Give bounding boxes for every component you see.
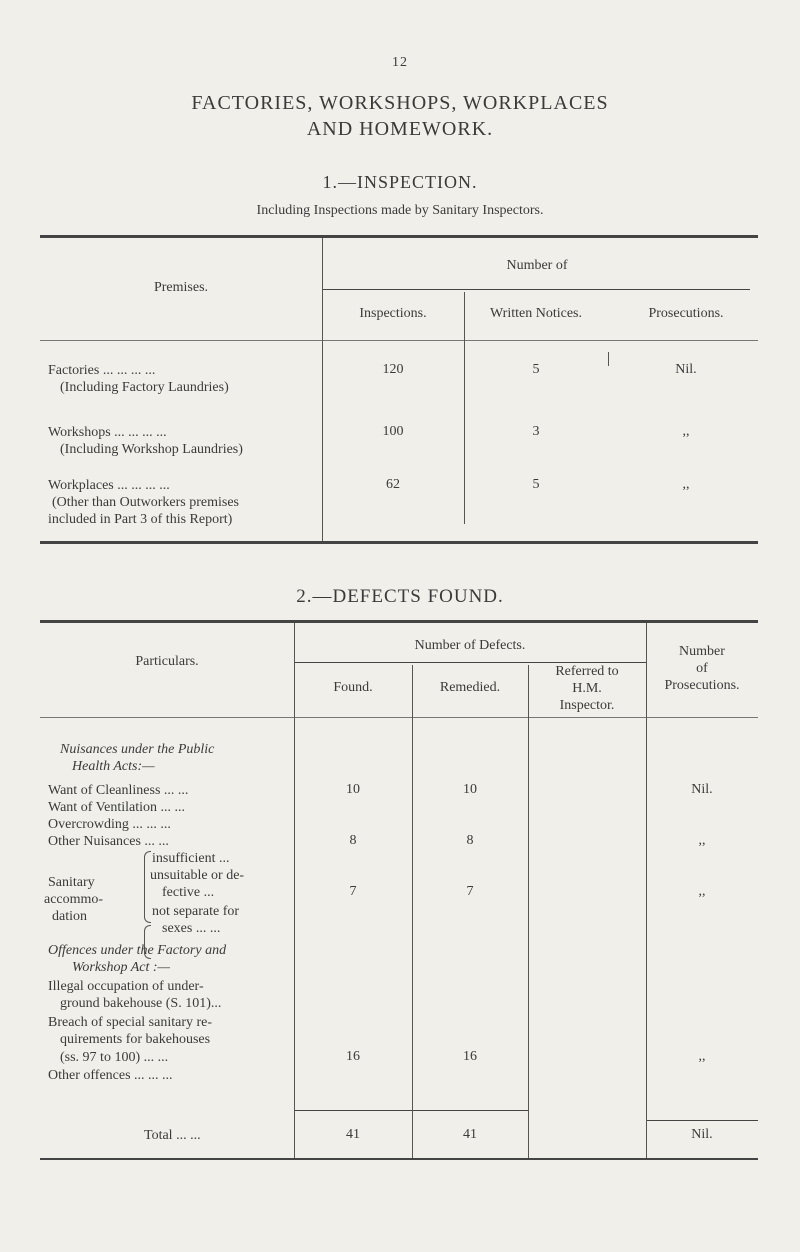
prosecutions-value: ,, bbox=[682, 424, 690, 439]
total-found: 41 bbox=[346, 1127, 360, 1142]
header-number-of-defects: Number of Defects. bbox=[414, 638, 526, 653]
defects-heading: 2.—DEFECTS FOUND. bbox=[296, 586, 504, 607]
notices-value: 5 bbox=[532, 362, 540, 377]
table-bottom-rule bbox=[40, 1158, 758, 1160]
header-prosecutions-line-1: Number bbox=[679, 644, 725, 659]
section-heading: Offences under the Factory and bbox=[48, 943, 227, 958]
total-remedied: 41 bbox=[463, 1127, 477, 1142]
row-label: Other offences ... ... ... bbox=[48, 1068, 173, 1083]
bracket bbox=[144, 851, 151, 923]
prosecutions-value: ,, bbox=[698, 1049, 706, 1064]
header-written-notices: Written Notices. bbox=[490, 306, 582, 321]
row-label-detail: included in Part 3 of this Report) bbox=[48, 512, 233, 527]
sanitary-item: fective ... bbox=[162, 885, 215, 900]
section-heading: Health Acts:— bbox=[72, 759, 155, 774]
column-divider bbox=[528, 665, 529, 1158]
total-rule bbox=[294, 1110, 528, 1111]
row-label-detail: (Including Factory Laundries) bbox=[60, 380, 229, 395]
remedied-value: 10 bbox=[463, 782, 477, 797]
page-title-line-1: FACTORIES, WORKSHOPS, WORKPLACES bbox=[191, 92, 609, 114]
header-premises: Premises. bbox=[153, 280, 209, 295]
row-label: Want of Ventilation ... ... bbox=[48, 800, 186, 815]
header-prosecutions: Prosecutions. bbox=[648, 306, 724, 321]
table-top-rule bbox=[40, 620, 758, 623]
row-label: Other Nuisances ... ... bbox=[48, 834, 169, 849]
column-divider bbox=[412, 665, 413, 1158]
page-number: 12 bbox=[392, 55, 408, 70]
row-label-detail: (Including Workshop Laundries) bbox=[60, 442, 243, 457]
found-value: 10 bbox=[346, 782, 360, 797]
header-prosecutions-line-2: of bbox=[696, 661, 708, 676]
row-label: (ss. 97 to 100) ... ... bbox=[60, 1050, 169, 1065]
row-label: Want of Cleanliness ... ... bbox=[48, 783, 189, 798]
header-referred-line-2: H.M. bbox=[572, 681, 602, 696]
row-label: Overcrowding ... ... ... bbox=[48, 817, 171, 832]
found-value: 7 bbox=[349, 884, 357, 899]
row-label: Workshops ... ... ... ... bbox=[48, 425, 167, 440]
notices-value: 5 bbox=[532, 477, 540, 492]
found-value: 16 bbox=[346, 1049, 360, 1064]
inspections-value: 100 bbox=[382, 424, 404, 439]
inspections-value: 120 bbox=[382, 362, 404, 377]
header-bottom-rule bbox=[40, 717, 758, 718]
header-remedied: Remedied. bbox=[439, 680, 501, 695]
header-found: Found. bbox=[333, 680, 373, 695]
prosecutions-value: ,, bbox=[698, 833, 706, 848]
sanitary-label: dation bbox=[52, 909, 87, 924]
sanitary-item: unsuitable or de- bbox=[150, 868, 245, 883]
sanitary-item: insufficient ... bbox=[152, 851, 230, 866]
header-inspections: Inspections. bbox=[359, 306, 427, 321]
column-divider bbox=[322, 238, 323, 541]
inspections-value: 62 bbox=[386, 477, 400, 492]
inspection-subheading: Including Inspections made by Sanitary Inspectors. bbox=[256, 203, 544, 218]
sanitary-label: accommo- bbox=[44, 892, 104, 907]
row-label: Workplaces ... ... ... ... bbox=[48, 478, 170, 493]
notices-value: 3 bbox=[532, 424, 540, 439]
row-label: ground bakehouse (S. 101)... bbox=[60, 996, 222, 1011]
table-bottom-rule bbox=[40, 541, 758, 544]
table-top-rule bbox=[40, 235, 758, 238]
prosecutions-value: Nil. bbox=[691, 782, 713, 797]
total-label: Total ... ... bbox=[144, 1128, 201, 1143]
header-prosecutions-line-3: Prosecutions. bbox=[664, 678, 740, 693]
prosecutions-value: ,, bbox=[682, 477, 690, 492]
inspection-heading: 1.—INSPECTION. bbox=[322, 172, 478, 192]
row-label: Factories ... ... ... ... bbox=[48, 363, 156, 378]
column-divider bbox=[608, 352, 609, 366]
row-label-detail: (Other than Outworkers premises bbox=[52, 495, 240, 510]
row-label: Illegal occupation of under- bbox=[48, 979, 204, 994]
total-prosecutions: Nil. bbox=[691, 1127, 713, 1142]
row-label: quirements for bakehouses bbox=[60, 1032, 211, 1047]
row-label: Breach of special sanitary re- bbox=[48, 1015, 213, 1030]
prosecutions-value: ,, bbox=[698, 884, 706, 899]
header-number-of: Number of bbox=[506, 258, 568, 273]
header-referred-line-3: Inspector. bbox=[559, 698, 615, 713]
sanitary-item: sexes ... ... bbox=[162, 921, 221, 936]
prosecutions-value: Nil. bbox=[675, 362, 697, 377]
page-title-line-2: AND HOMEWORK. bbox=[306, 118, 494, 140]
remedied-value: 16 bbox=[463, 1049, 477, 1064]
header-divider bbox=[322, 289, 750, 290]
total-rule bbox=[646, 1120, 758, 1121]
header-particulars: Particulars. bbox=[135, 654, 199, 669]
remedied-value: 7 bbox=[466, 884, 474, 899]
header-bottom-rule bbox=[40, 340, 758, 341]
sanitary-label: Sanitary bbox=[48, 875, 95, 890]
section-heading: Workshop Act :— bbox=[72, 960, 170, 975]
section-heading: Nuisances under the Public bbox=[60, 742, 215, 757]
found-value: 8 bbox=[349, 833, 357, 848]
sanitary-item: not separate for bbox=[152, 904, 240, 919]
remedied-value: 8 bbox=[466, 833, 474, 848]
header-referred-line-1: Referred to bbox=[555, 664, 619, 679]
header-divider bbox=[294, 662, 646, 663]
